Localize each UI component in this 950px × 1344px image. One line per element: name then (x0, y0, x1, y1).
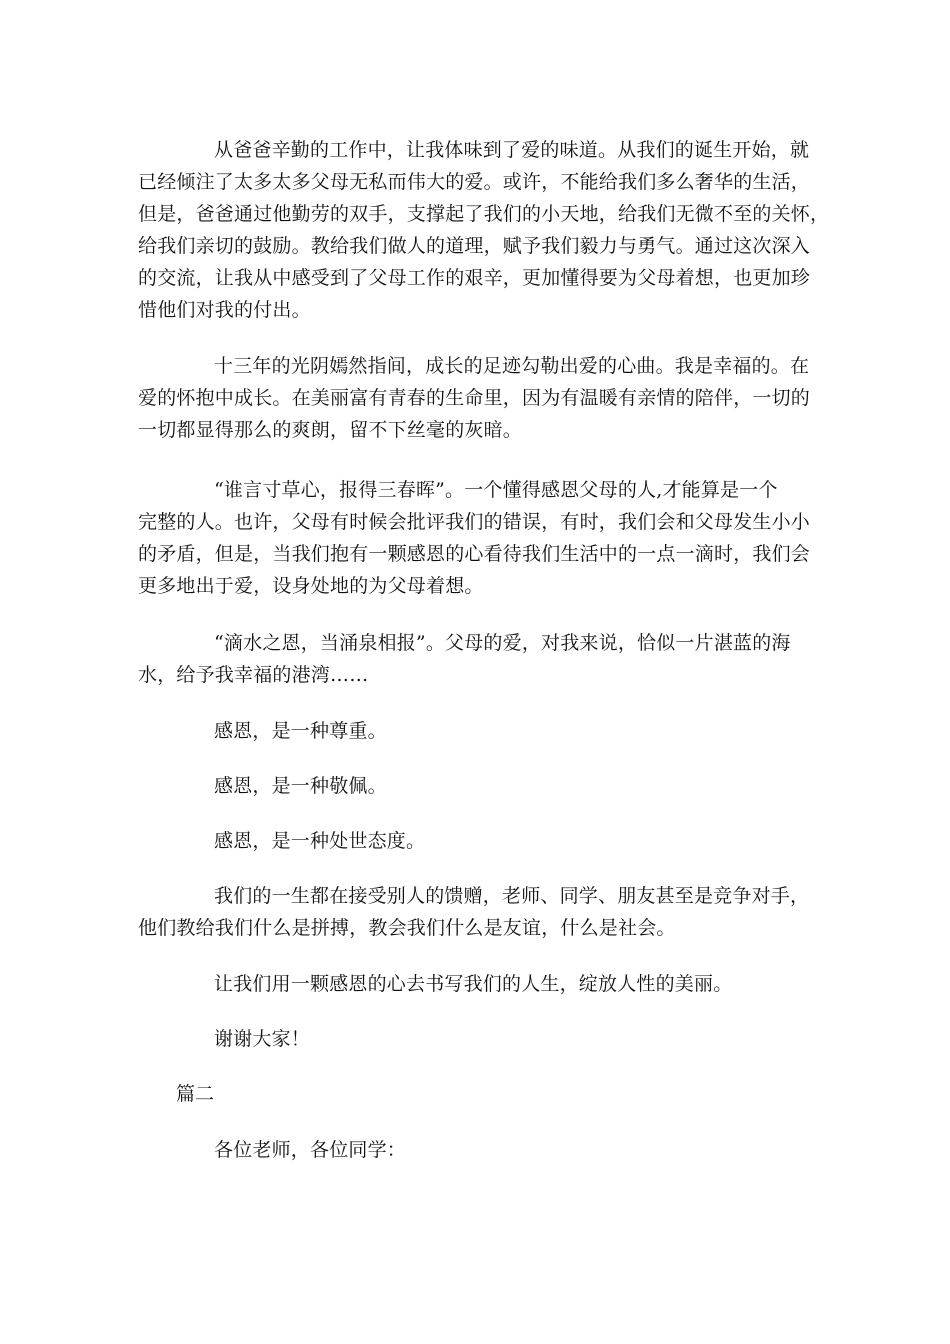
paragraph-line: 水，给予我幸福的港湾…… (138, 664, 369, 686)
thanks-line: 谢谢大家！ (214, 1028, 311, 1050)
gratitude-line-admiration (138, 770, 818, 802)
section-title: 篇二 (176, 1083, 215, 1105)
paragraph-line: 从爸爸辛勤的工作中，让我体味到了爱的味道。从我们的诞生开始，就 (214, 139, 810, 161)
paragraph-line: 爱的怀抱中成长。在美丽富有青春的生命里，因为有温暖有亲情的陪伴，一切的 (138, 387, 811, 409)
paragraph-line: 一切都显得那么的爽朗，留不下丝毫的灰暗。 (138, 419, 523, 441)
greeting-line: 各位老师，各位同学： (214, 1139, 407, 1161)
paragraph-gifts-from-others (138, 880, 818, 944)
paragraph-line: 我们的一生都在接受别人的馈赠，老师、同学、朋友甚至是竞争对手， (214, 885, 810, 907)
short-line: 感恩，是一种尊重。 (214, 720, 387, 742)
gratitude-line-attitude (138, 825, 818, 857)
paragraph-line: 已经倾注了太多太多父母无私而伟大的爱。或许，不能给我们多么奢华的生活， (138, 171, 811, 193)
paragraph-line: 更多地出于爱，设身处地的为父母着想。 (138, 575, 484, 597)
paragraph-line: 给我们亲切的鼓励。教给我们做人的道理，赋予我们毅力与勇气。通过这次深入 (138, 235, 811, 257)
paragraph-line: 的交流，让我从中感受到了父母工作的艰辛，更加懂得要为父母着想，也更加珍 (138, 267, 811, 289)
gratitude-line-respect (138, 715, 818, 747)
paragraph-line: 十三年的光阴嫣然指间，成长的足迹勾勒出爱的心曲。我是幸福的。在 (214, 355, 810, 377)
paragraph-line: “滴水之恩，当涌泉相报”。父母的爱，对我来说，恰似一片湛蓝的海 (214, 632, 791, 654)
paragraph-line: 的矛盾，但是，当我们抱有一颗感恩的心看待我们生活中的一点一滴时，我们会 (138, 543, 811, 565)
paragraph-line: “谁言寸草心，报得三春晖”。一个懂得感恩父母的人,才能算是一个 (214, 479, 778, 501)
paragraph-gratitude-quote (138, 474, 818, 602)
closing-line: 让我们用一颗感恩的心去书写我们的人生，绽放人性的美丽。 (214, 973, 733, 995)
paragraph-work-of-father (138, 134, 830, 326)
paragraph-line: 惜他们对我的付出。 (138, 299, 311, 321)
short-line: 感恩，是一种处世态度。 (214, 830, 426, 852)
paragraph-line: 他们教给我们什么是拼搏，教会我们什么是友谊，什么是社会。 (138, 917, 676, 939)
paragraph-line: 完整的人。也许，父母有时候会批评我们的错误，有时，我们会和父母发生小小 (138, 511, 811, 533)
short-line: 感恩，是一种敬佩。 (214, 775, 387, 797)
paragraph-water-kindness (138, 627, 818, 691)
paragraph-line: 但是，爸爸通过他勤劳的双手，支撑起了我们的小天地，给我们无微不至的关怀， (138, 203, 830, 225)
paragraph-thirteen-years (138, 350, 818, 446)
